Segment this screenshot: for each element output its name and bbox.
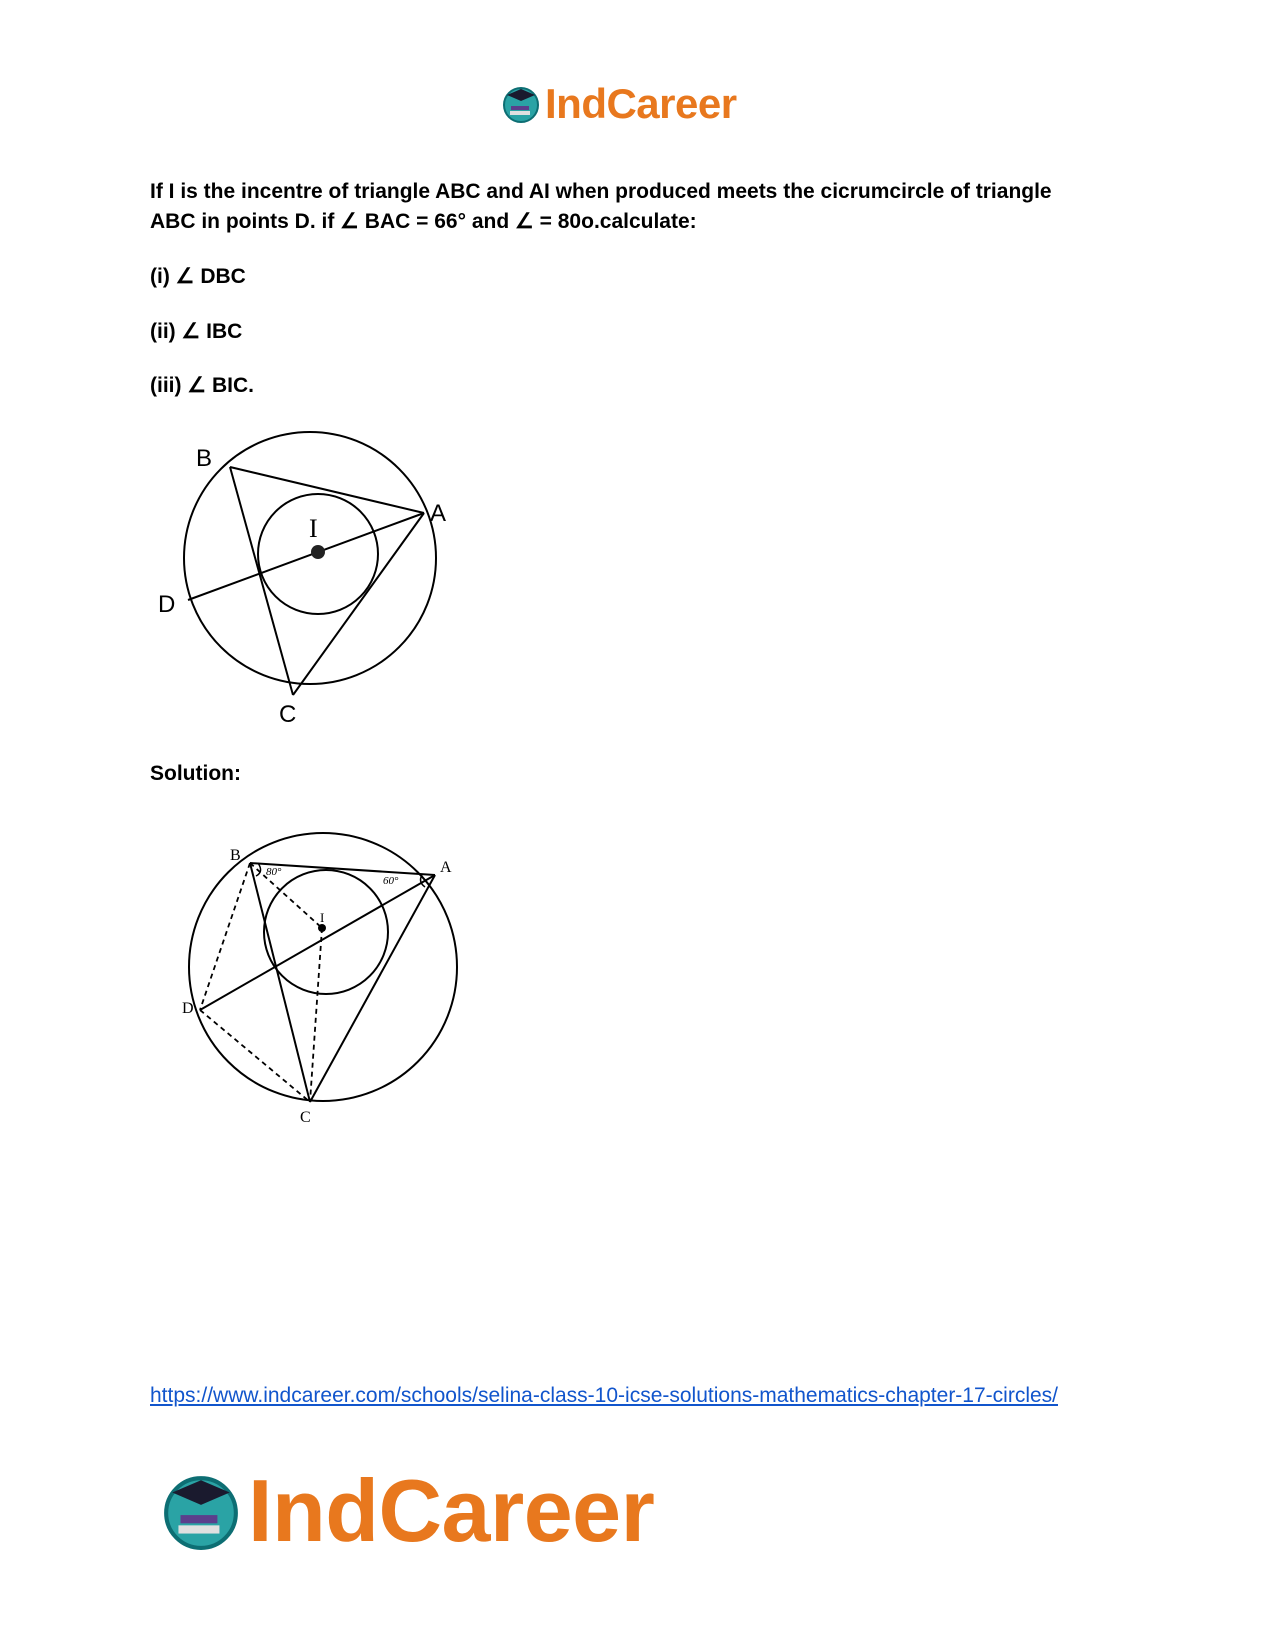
- label-c: C: [300, 1109, 311, 1126]
- question-part-ii: (ii) ∠ IBC: [150, 320, 243, 343]
- label-a: A: [440, 859, 452, 876]
- label-d: D: [158, 591, 176, 618]
- indcareer-logo-top: [501, 80, 737, 128]
- incircle: [264, 870, 388, 994]
- label-b: B: [196, 445, 213, 472]
- solution-heading: Solution:: [150, 762, 241, 785]
- angle-a-label: 60°: [383, 875, 399, 887]
- brand-wordmark: IndCareer: [545, 80, 737, 127]
- label-i: I: [309, 514, 318, 543]
- question-figure: [150, 430, 460, 730]
- side-ab: [230, 467, 424, 513]
- question-part-iii: (iii) ∠ BIC.: [150, 374, 254, 397]
- label-i: I: [320, 910, 325, 925]
- angle-b-label: 80°: [266, 866, 282, 878]
- label-d: D: [182, 1000, 194, 1017]
- graduation-globe-icon: [501, 84, 541, 124]
- incentre-point: [318, 924, 326, 932]
- label-a: A: [430, 500, 447, 527]
- indcareer-logo-bottom: [160, 1460, 654, 1562]
- side-bc: [250, 863, 310, 1102]
- dashed-ic: [310, 928, 322, 1102]
- graduation-globe-icon: [160, 1470, 242, 1552]
- incentre-point: [311, 545, 325, 559]
- line-ad: [200, 875, 435, 1010]
- line-ad: [188, 513, 424, 600]
- question-text: If I is the incentre of triangle ABC and AI when produced meets the cicrumcircle of triangle ABC in points D. if ∠ BAC = 66° and ∠ = 80o.calculate:: [150, 180, 1052, 233]
- question-part-i: (i) ∠ DBC: [150, 265, 246, 288]
- circumcircle: [184, 432, 436, 684]
- label-b: B: [230, 847, 241, 864]
- dashed-dc: [200, 1010, 310, 1102]
- side-ac: [310, 875, 435, 1102]
- label-c: C: [279, 701, 297, 728]
- brand-wordmark: IndCareer: [248, 1461, 655, 1560]
- dashed-bd: [200, 863, 250, 1010]
- source-url-link[interactable]: https://www.indcareer.com/schools/selina-class-10-icse-solutions-mathematics-chapter-17-circles/: [150, 1384, 1058, 1407]
- solution-figure: [160, 820, 480, 1130]
